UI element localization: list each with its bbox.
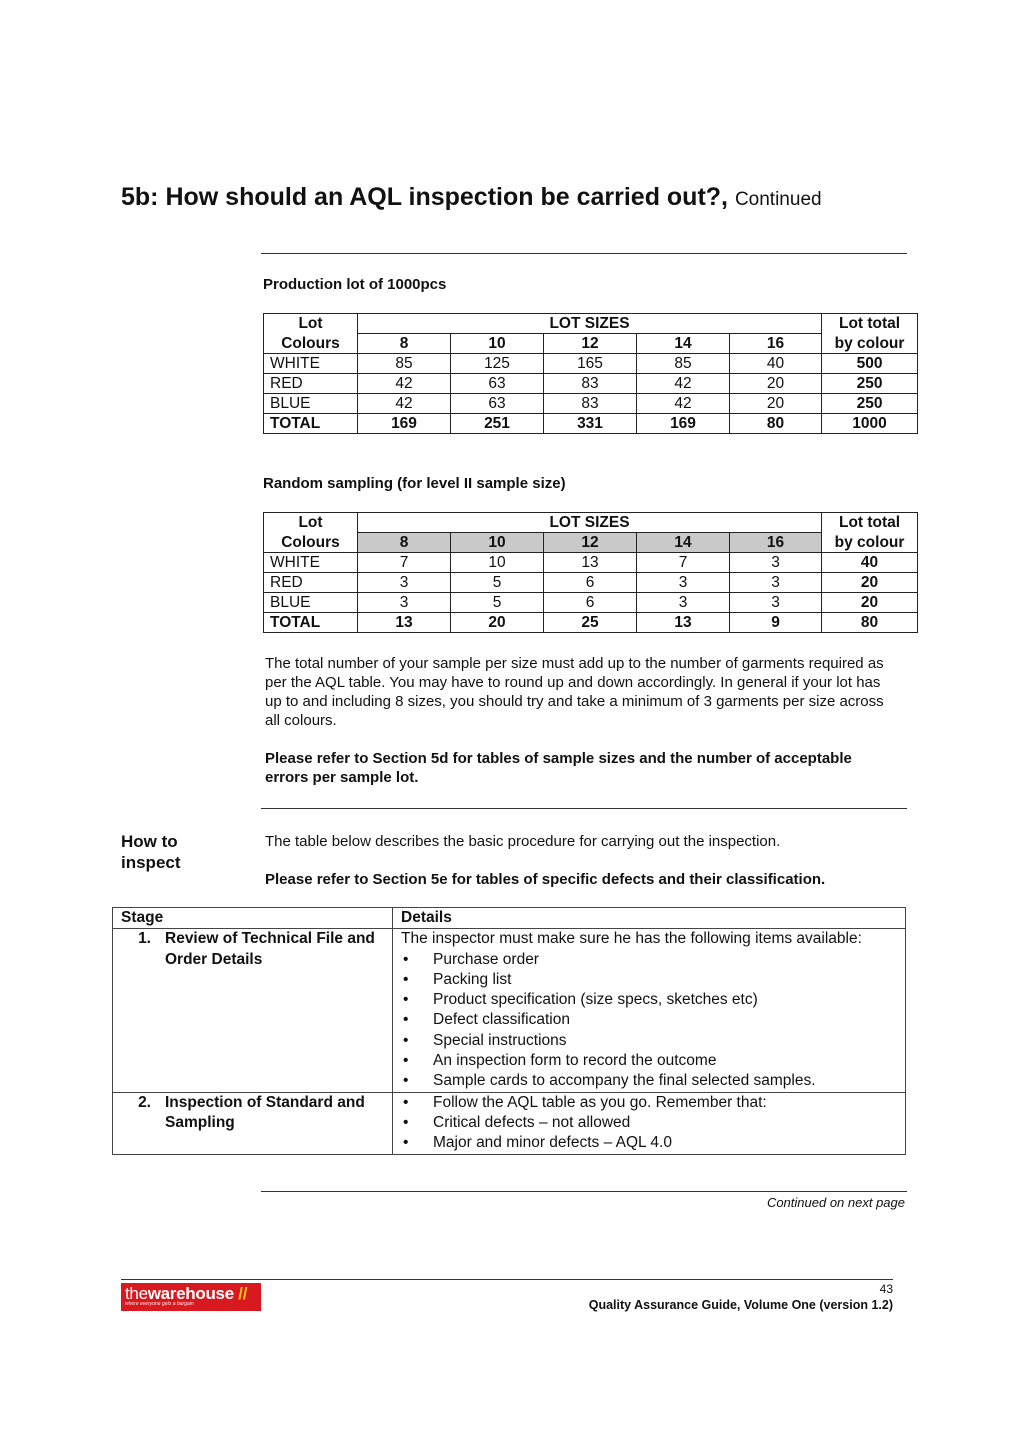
list-item-text: Sample cards to accompany the final selected samples.	[433, 1072, 816, 1090]
header-lot-sizes: LOT SIZES	[358, 513, 822, 533]
value-cell: 3	[730, 593, 822, 613]
value-cell: 6	[544, 573, 637, 593]
value-cell: 13	[358, 613, 451, 633]
value-cell: 83	[544, 374, 637, 394]
value-cell: 251	[451, 414, 544, 434]
how-to-intro: The table below describes the basic procedure for carrying out the inspection.	[265, 833, 781, 850]
production-lot-table	[263, 313, 918, 434]
value-cell: 20	[730, 374, 822, 394]
total-cell: 20	[822, 573, 918, 593]
size-header: 16	[730, 533, 822, 553]
value-cell: 9	[730, 613, 822, 633]
header-lot: Lot	[264, 513, 358, 533]
colour-cell: RED	[264, 573, 358, 593]
value-cell: 85	[637, 354, 730, 374]
sample-note-paragraph: The total number of your sample per size must add up to the number of garments required as per the AQL table. You may have to round up and down accordingly. In general if your lot has up to and including 8 sizes, you should try and take a minimum of 3 garments per size across all colours.	[265, 655, 884, 729]
list-item	[401, 1031, 897, 1051]
continued-next-page: Continued on next page	[766, 1195, 905, 1210]
total-cell: 250	[822, 394, 918, 414]
header-by-colour: by colour	[822, 533, 918, 553]
value-cell: 3	[637, 593, 730, 613]
total-cell: 20	[822, 593, 918, 613]
page-title	[121, 183, 822, 212]
value-cell: 3	[730, 573, 822, 593]
list-item	[401, 1133, 897, 1153]
header-lot: Lot	[264, 314, 358, 334]
refer-5e-paragraph: Please refer to Section 5e for tables of specific defects and their classification.	[265, 871, 826, 888]
bullet-icon: •	[403, 1093, 409, 1111]
warehouse-logo	[121, 1283, 261, 1311]
value-cell: 3	[637, 573, 730, 593]
value-cell: 3	[730, 553, 822, 573]
bullet-icon: •	[403, 1134, 409, 1152]
value-cell: 3	[358, 573, 451, 593]
bullet-icon: •	[403, 1072, 409, 1090]
divider-middle	[261, 808, 907, 809]
production-heading: Production lot of 1000pcs	[263, 276, 447, 293]
logo-the: the	[125, 1284, 148, 1303]
value-cell: 80	[730, 414, 822, 434]
size-header: 8	[358, 334, 451, 354]
value-cell: 42	[637, 374, 730, 394]
colour-cell: BLUE	[264, 593, 358, 613]
bullet-icon: •	[403, 1031, 409, 1049]
value-cell: 20	[730, 394, 822, 414]
value-cell: 125	[451, 354, 544, 374]
value-cell: 169	[637, 414, 730, 434]
how-to-inspect-label	[121, 831, 181, 873]
stage-name: Review of Technical File and Order Details	[165, 930, 375, 968]
value-cell: 165	[544, 354, 637, 374]
header-by-colour: by colour	[822, 334, 918, 354]
list-item-text: Purchase order	[433, 950, 539, 968]
size-header: 12	[544, 334, 637, 354]
table-row	[264, 573, 918, 593]
list-item	[401, 1010, 897, 1030]
value-cell: 10	[451, 553, 544, 573]
list-item	[401, 950, 897, 970]
total-cell: 40	[822, 553, 918, 573]
colour-cell: TOTAL	[264, 414, 358, 434]
value-cell: 20	[451, 613, 544, 633]
refer-5d-paragraph: Please refer to Section 5d for tables of sample sizes and the number of acceptable errors per sample lot.	[265, 750, 852, 786]
stage-number: 1.	[138, 930, 151, 948]
bullet-icon: •	[403, 991, 409, 1009]
colour-cell: WHITE	[264, 354, 358, 374]
value-cell: 63	[451, 394, 544, 414]
total-cell: 80	[822, 613, 918, 633]
bullet-icon: •	[403, 1011, 409, 1029]
list-item-text: Major and minor defects – AQL 4.0	[433, 1134, 672, 1152]
table-row	[264, 394, 918, 414]
value-cell: 42	[358, 394, 451, 414]
table-row	[113, 929, 906, 1092]
list-item-text: Special instructions	[433, 1031, 567, 1049]
bullet-icon: •	[403, 1052, 409, 1070]
header-colours: Colours	[264, 334, 358, 354]
list-item	[401, 1051, 897, 1071]
table-total-row	[264, 414, 918, 434]
header-lot-total: Lot total	[822, 513, 918, 533]
list-item-text: An inspection form to record the outcome	[433, 1052, 717, 1070]
value-cell: 169	[358, 414, 451, 434]
colour-cell: RED	[264, 374, 358, 394]
header-colours: Colours	[264, 533, 358, 553]
value-cell: 13	[637, 613, 730, 633]
list-item	[401, 1071, 897, 1091]
table-row	[264, 354, 918, 374]
value-cell: 42	[358, 374, 451, 394]
value-cell: 3	[358, 593, 451, 613]
value-cell: 7	[358, 553, 451, 573]
logo-slash-icon: //	[233, 1284, 248, 1303]
details-cell	[393, 929, 906, 1092]
colour-cell: WHITE	[264, 553, 358, 573]
total-cell: 250	[822, 374, 918, 394]
table-total-row	[264, 613, 918, 633]
size-header: 14	[637, 533, 730, 553]
size-header: 10	[451, 334, 544, 354]
header-lot-total: Lot total	[822, 314, 918, 334]
header-details: Details	[393, 908, 906, 929]
divider-top	[261, 253, 907, 254]
table-row	[264, 593, 918, 613]
size-header: 10	[451, 533, 544, 553]
bullet-icon: •	[403, 950, 409, 968]
total-cell: 500	[822, 354, 918, 374]
size-header: 16	[730, 334, 822, 354]
list-item-text: Defect classification	[433, 1011, 570, 1029]
logo-tagline: where everyone gets a bargain	[125, 1301, 194, 1307]
value-cell: 25	[544, 613, 637, 633]
table-row	[113, 1092, 906, 1154]
size-header: 12	[544, 533, 637, 553]
list-item-text: Follow the AQL table as you go. Remember that:	[433, 1093, 767, 1111]
list-item	[401, 990, 897, 1010]
list-item-text: Product specification (size specs, sketches etc)	[433, 991, 758, 1009]
items-list	[401, 950, 897, 1092]
items-list	[401, 1093, 897, 1154]
page-title-main: 5b: How should an AQL inspection be carried out?,	[121, 183, 728, 211]
stage-cell	[113, 929, 393, 1092]
colour-cell: BLUE	[264, 394, 358, 414]
value-cell: 331	[544, 414, 637, 434]
colour-cell: TOTAL	[264, 613, 358, 633]
sampling-table	[263, 512, 918, 633]
bullet-icon: •	[403, 1113, 409, 1131]
value-cell: 7	[637, 553, 730, 573]
how-to-label-line2: inspect	[121, 853, 181, 872]
list-item-text: Packing list	[433, 970, 512, 988]
stages-table	[112, 907, 906, 1155]
details-cell	[393, 1092, 906, 1154]
page-title-continued: Continued	[734, 189, 822, 210]
value-cell: 83	[544, 394, 637, 414]
sampling-heading: Random sampling (for level II sample size)	[263, 475, 566, 492]
footer-rule	[121, 1279, 893, 1280]
header-lot-sizes: LOT SIZES	[358, 314, 822, 334]
table-row	[264, 553, 918, 573]
stage-intro: The inspector must make sure he has the following items available:	[401, 930, 862, 948]
value-cell: 63	[451, 374, 544, 394]
value-cell: 13	[544, 553, 637, 573]
stage-number: 2.	[138, 1093, 151, 1111]
size-header: 8	[358, 533, 451, 553]
value-cell: 42	[637, 394, 730, 414]
list-item	[401, 1093, 897, 1113]
value-cell: 6	[544, 593, 637, 613]
list-item	[401, 970, 897, 990]
value-cell: 5	[451, 573, 544, 593]
table-row	[264, 374, 918, 394]
value-cell: 85	[358, 354, 451, 374]
page-number: 43	[879, 1282, 893, 1296]
how-to-label-line1: How to	[121, 832, 178, 851]
total-cell: 1000	[822, 414, 918, 434]
stage-cell	[113, 1092, 393, 1154]
divider-bottom	[261, 1191, 907, 1192]
size-header: 14	[637, 334, 730, 354]
footer-guide-title: Quality Assurance Guide, Volume One (version 1.2)	[588, 1298, 893, 1312]
bullet-icon: •	[403, 970, 409, 988]
stage-name: Inspection of Standard and Sampling	[165, 1093, 365, 1131]
header-stage: Stage	[113, 908, 393, 929]
logo-warehouse: warehouse	[147, 1284, 234, 1303]
value-cell: 40	[730, 354, 822, 374]
list-item-text: Critical defects – not allowed	[433, 1113, 631, 1131]
value-cell: 5	[451, 593, 544, 613]
list-item	[401, 1113, 897, 1133]
